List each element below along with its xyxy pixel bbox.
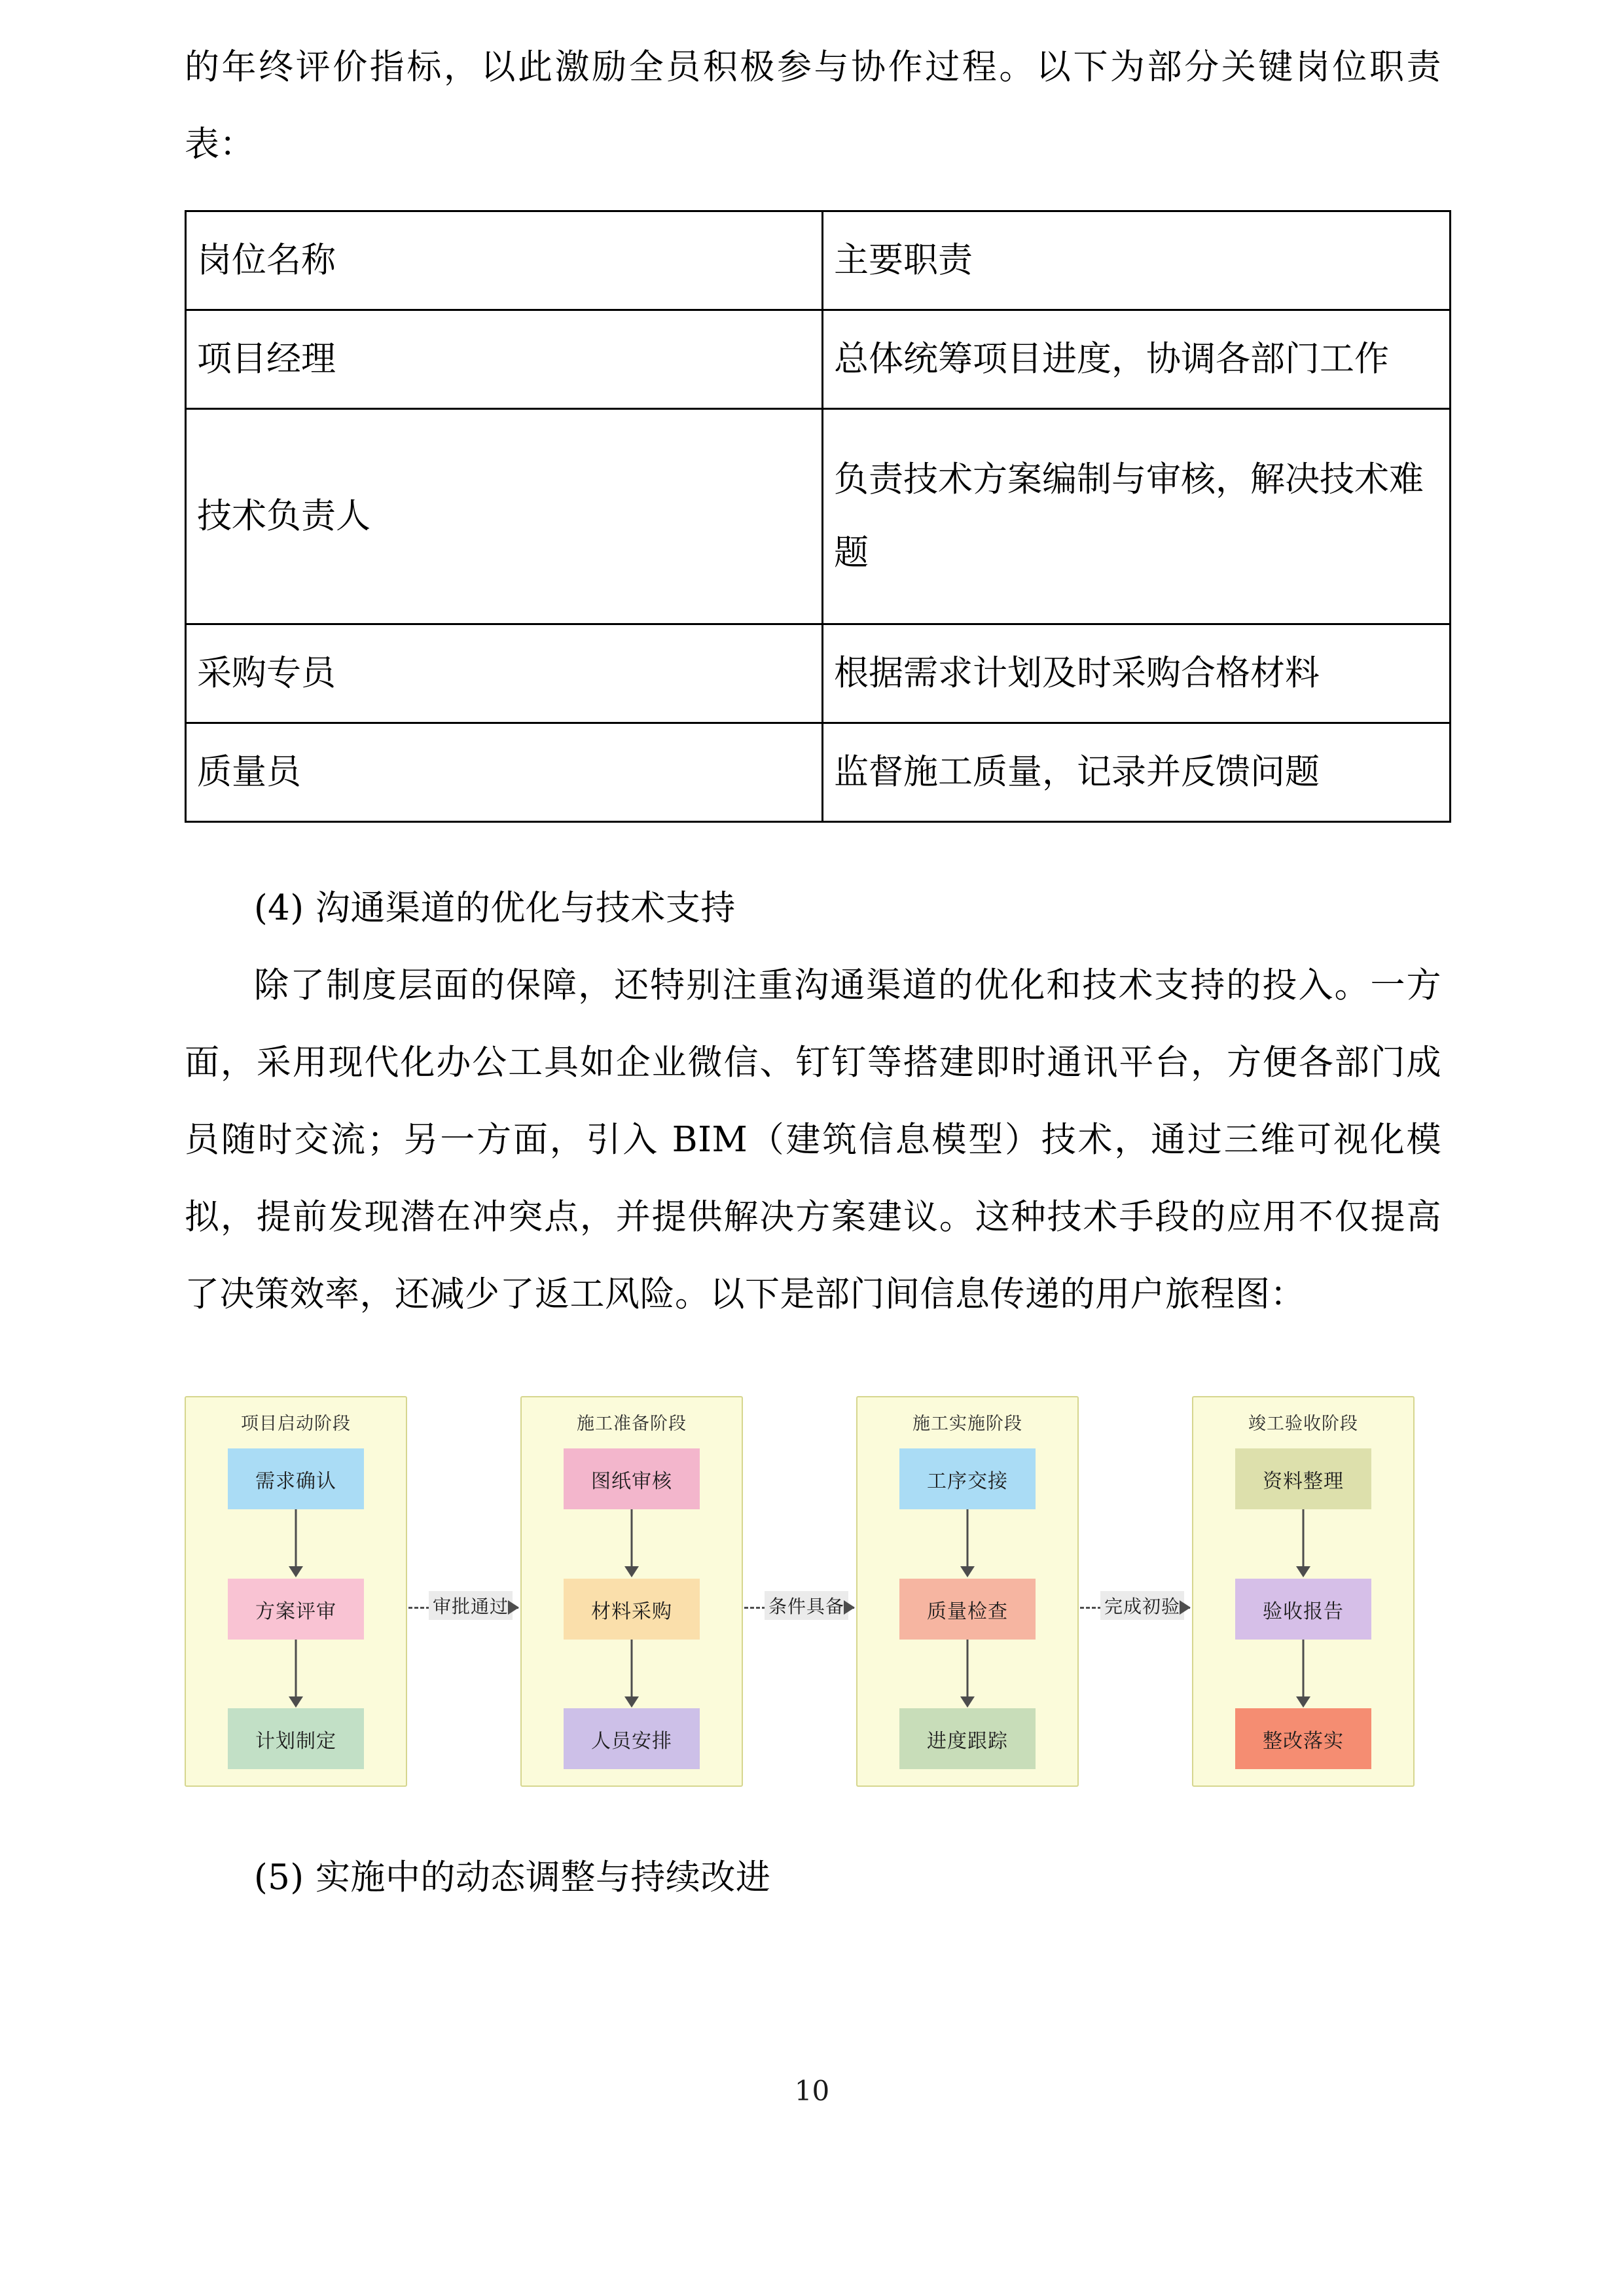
node-label: 图纸审核 xyxy=(591,1470,672,1492)
lane-connector-label: 完成初验 xyxy=(1100,1591,1184,1620)
node-plan-formulation xyxy=(228,1708,364,1769)
node-progress-tracking xyxy=(899,1708,1036,1769)
cell-duty: 监督施工质量，记录并反馈问题 xyxy=(823,723,1451,822)
lane-title: 施工实施阶段 xyxy=(912,1414,1022,1433)
section-5-heading: (5) 实施中的动态调整与持续改进 xyxy=(254,1857,771,1897)
node-drawing-review xyxy=(564,1448,700,1509)
lane-title: 项目启动阶段 xyxy=(241,1414,351,1433)
node-label: 工序交接 xyxy=(927,1470,1008,1492)
cell-duty: 总体统筹项目进度，协调各部门工作 xyxy=(823,310,1451,409)
node-label: 方案评审 xyxy=(255,1600,336,1623)
lane-title: 竣工验收阶段 xyxy=(1248,1414,1358,1433)
node-label: 计划制定 xyxy=(255,1730,336,1752)
arrow-head-icon xyxy=(624,1566,639,1577)
cell-position: 采购专员 xyxy=(186,624,823,723)
connector-line xyxy=(631,1640,633,1698)
table-row xyxy=(186,624,1451,723)
lane-completion-acceptance xyxy=(1192,1396,1415,1787)
lane-connector-label: 条件具备 xyxy=(765,1591,848,1620)
table-header-position: 岗位名称 xyxy=(186,211,823,310)
lane-title: 施工准备阶段 xyxy=(577,1414,687,1433)
node-material-procurement xyxy=(564,1579,700,1640)
node-label: 进度跟踪 xyxy=(927,1730,1008,1752)
connector-line xyxy=(1303,1509,1305,1568)
node-staff-arrangement xyxy=(564,1708,700,1769)
node-rectification-implementation xyxy=(1235,1708,1371,1769)
table-row xyxy=(186,310,1451,409)
cell-position: 技术负责人 xyxy=(186,409,823,624)
user-journey-diagram xyxy=(185,1396,1415,1799)
node-process-handover xyxy=(899,1448,1036,1509)
top-paragraph: 的年终评价指标，以此激励全员积极参与协作过程。以下为部分关键岗位职责表： xyxy=(185,47,1441,164)
node-label: 验收报告 xyxy=(1263,1600,1344,1623)
node-label: 人员安排 xyxy=(591,1730,672,1752)
arrow-head-icon xyxy=(844,1600,855,1615)
table-row xyxy=(186,409,1451,624)
node-requirement-confirmation xyxy=(228,1448,364,1509)
node-label: 整改落实 xyxy=(1263,1730,1344,1752)
node-document-organization xyxy=(1235,1448,1371,1509)
connector-line xyxy=(967,1509,969,1568)
arrow-head-icon xyxy=(624,1696,639,1708)
cell-duty: 根据需求计划及时采购合格材料 xyxy=(823,624,1451,723)
cell-position: 项目经理 xyxy=(186,310,823,409)
arrow-head-icon xyxy=(289,1566,303,1577)
page-content xyxy=(185,0,1441,1916)
arrow-head-icon xyxy=(508,1600,519,1615)
lane-construction-preparation xyxy=(520,1396,743,1787)
arrow-head-icon xyxy=(960,1566,975,1577)
connector-line xyxy=(967,1640,969,1698)
node-label: 质量检查 xyxy=(927,1600,1008,1623)
duty-table xyxy=(185,210,1451,823)
table-header-row xyxy=(186,211,1451,310)
node-quality-inspection xyxy=(899,1579,1036,1640)
table-header-duty: 主要职责 xyxy=(823,211,1451,310)
connector-line xyxy=(631,1509,633,1568)
section-4-heading: (4) 沟通渠道的优化与技术支持 xyxy=(254,888,736,928)
cell-duty: 负责技术方案编制与审核，解决技术难题 xyxy=(823,409,1451,624)
node-label: 资料整理 xyxy=(1263,1470,1344,1492)
arrow-head-icon xyxy=(1296,1566,1310,1577)
lane-project-initiation xyxy=(185,1396,407,1787)
node-acceptance-report xyxy=(1235,1579,1371,1640)
section-4-body: 除了制度层面的保障，还特别注重沟通渠道的优化和技术支持的投入。一方面，采用现代化办公工具如企业微信、钉钉等搭建即时通讯平台，方便各部门成员随时交流；另一方面，引入 BIM（建筑信息模型）技术，通过三维可视化模拟，提前发现潜在冲突点，并提供解决方案建议。这种技术手段的应用不仅提高了决策效率，还减少了返工风险。以下是部门间信息传递的用户旅程图： xyxy=(185,965,1441,1314)
arrow-head-icon xyxy=(289,1696,303,1708)
cell-position: 质量员 xyxy=(186,723,823,822)
lane-construction-execution xyxy=(856,1396,1079,1787)
table-row xyxy=(186,723,1451,822)
lane-connector-label: 审批通过 xyxy=(429,1591,513,1620)
connector-line xyxy=(295,1640,297,1698)
page-number: 10 xyxy=(794,2075,830,2107)
node-label: 需求确认 xyxy=(255,1470,336,1492)
node-label: 材料采购 xyxy=(591,1600,672,1623)
arrow-head-icon xyxy=(960,1696,975,1708)
connector-line xyxy=(1303,1640,1305,1698)
node-plan-review xyxy=(228,1579,364,1640)
arrow-head-icon xyxy=(1296,1696,1310,1708)
arrow-head-icon xyxy=(1180,1600,1191,1615)
connector-line xyxy=(295,1509,297,1568)
